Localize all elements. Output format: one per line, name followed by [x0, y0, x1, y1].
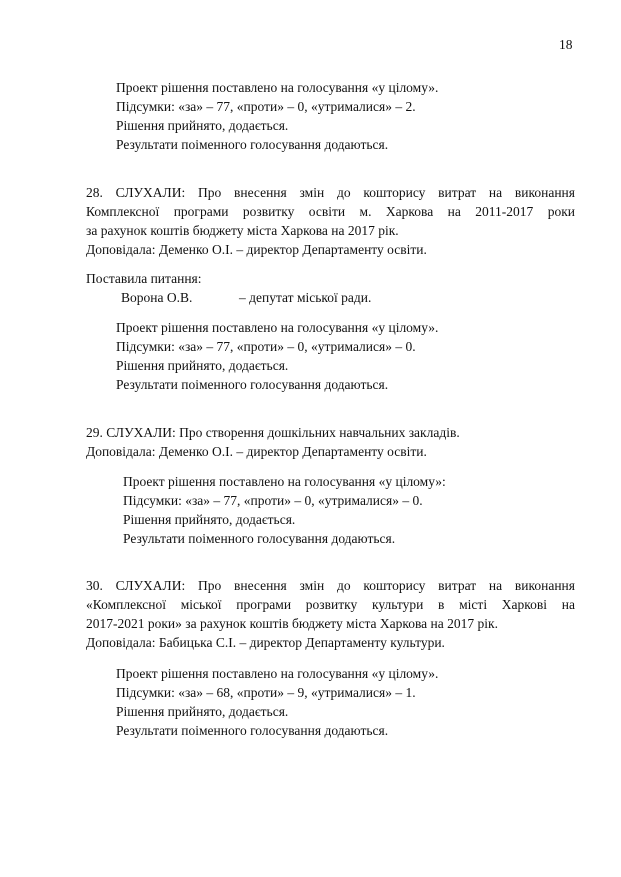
item-28-heading-line-1: 28. СЛУХАЛИ: Про внесення змін до кошторису витрат на виконання [86, 185, 575, 200]
item-30-heading-line-2: «Комплексної міської програми розвитку культури в місті Харкові на [86, 597, 575, 612]
item-28-questioner-name: Ворона О.В. [121, 290, 193, 305]
item-29-vote-proposal: Проект рішення поставлено на голосування «у цілому»: [123, 474, 446, 489]
item-29-vote-results: Підсумки: «за» – 77, «проти» – 0, «утрималися» – 0. [123, 493, 423, 508]
item-30-vote-results: Підсумки: «за» – 68, «проти» – 9, «утрималися» – 1. [116, 685, 416, 700]
item-28-vote-proposal: Проект рішення поставлено на голосування «у цілому». [116, 320, 439, 335]
vote-line-decision: Рішення прийнято, додається. [116, 118, 289, 133]
item-28-questioner-role: – депутат міської ради. [239, 290, 372, 305]
page-number: 18 [559, 37, 573, 52]
vote-line-rollcall: Результати поіменного голосування додаються. [116, 137, 389, 152]
item-30-vote-rollcall: Результати поіменного голосування додаються. [116, 723, 389, 738]
vote-line-results: Підсумки: «за» – 77, «проти» – 0, «утрималися» – 2. [116, 99, 416, 114]
item-29-reporter: Доповідала: Деменко О.І. – директор Департаменту освіти. [86, 444, 427, 459]
item-29-vote-rollcall: Результати поіменного голосування додаються. [123, 531, 396, 546]
item-30-heading-line-1: 30. СЛУХАЛИ: Про внесення змін до кошторису витрат на виконання [86, 578, 575, 593]
item-28-vote-results: Підсумки: «за» – 77, «проти» – 0, «утрималися» – 0. [116, 339, 416, 354]
item-28-heading-line-2: Комплексної програми розвитку освіти м. Харкова на 2011-2017 роки [86, 204, 575, 219]
item-28-question-label: Поставила питання: [86, 271, 202, 286]
item-30-heading-line-3: 2017-2021 роки» за рахунок коштів бюджету міста Харкова на 2017 рік. [86, 616, 498, 631]
item-29-heading: 29. СЛУХАЛИ: Про створення дошкільних навчальних закладів. [86, 425, 460, 440]
item-28-vote-decision: Рішення прийнято, додається. [116, 358, 289, 373]
item-28-vote-rollcall: Результати поіменного голосування додаються. [116, 377, 389, 392]
item-30-reporter: Доповідала: Бабицька С.І. – директор Департаменту культури. [86, 635, 445, 650]
vote-line-proposal: Проект рішення поставлено на голосування «у цілому». [116, 80, 439, 95]
item-30-vote-proposal: Проект рішення поставлено на голосування «у цілому». [116, 666, 439, 681]
item-28-reporter: Доповідала: Деменко О.І. – директор Департаменту освіти. [86, 242, 427, 257]
item-28-heading-line-3: за рахунок коштів бюджету міста Харкова на 2017 рік. [86, 223, 399, 238]
item-30-vote-decision: Рішення прийнято, додається. [116, 704, 289, 719]
item-29-vote-decision: Рішення прийнято, додається. [123, 512, 296, 527]
